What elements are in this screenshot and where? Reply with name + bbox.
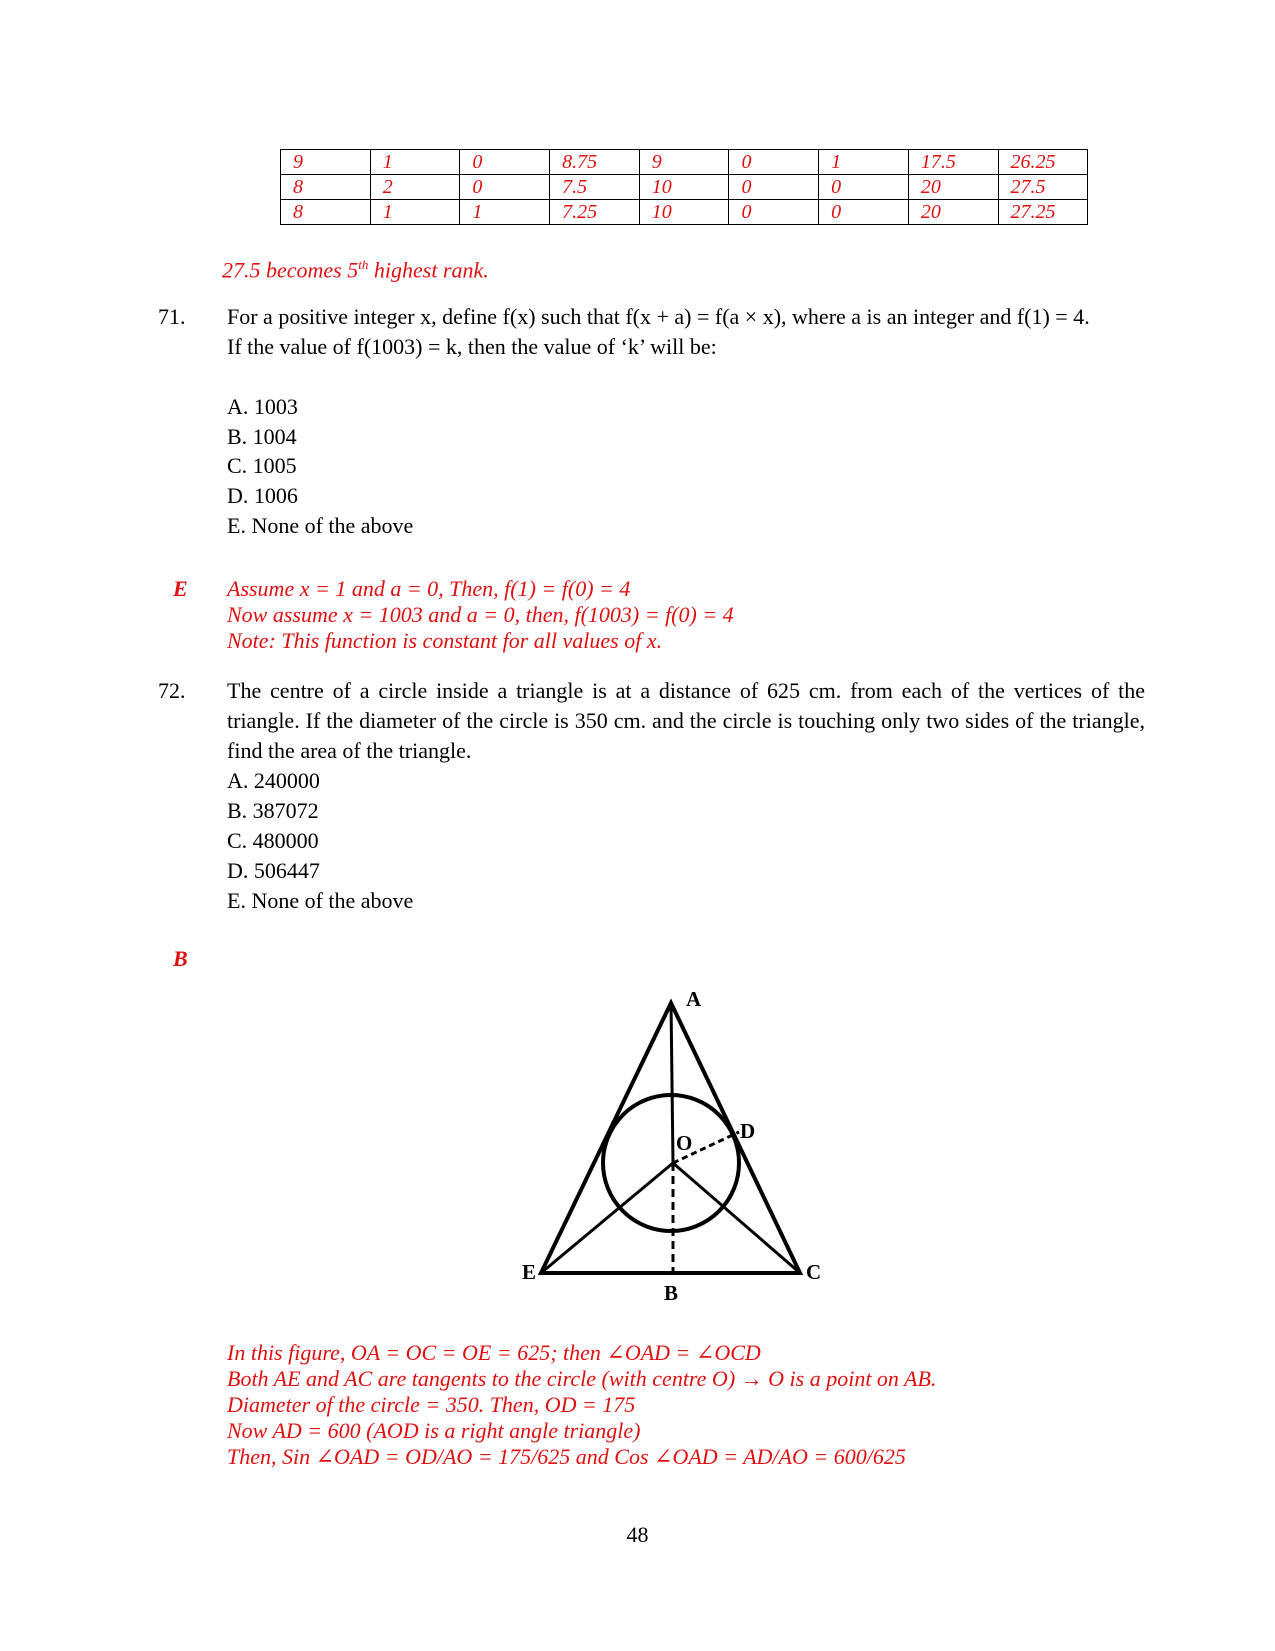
table-cell: 27.25	[998, 200, 1088, 225]
q71-option-d: D. 1006	[227, 483, 298, 508]
table-cell: 1	[370, 150, 460, 175]
rank-note-sup: th	[358, 257, 369, 272]
q72-solution-line4: Now AD = 600 (AOD is a right angle triangle)	[227, 1418, 641, 1443]
q71-option-e: E. None of the above	[227, 513, 414, 538]
table-cell: 9	[639, 150, 729, 175]
label-a: A	[686, 990, 702, 1011]
q71-solution-line1: Assume x = 1 and a = 0, Then, f(1) = f(0) = 4	[227, 576, 631, 601]
table-cell: 7.5	[550, 175, 640, 200]
table-cell: 0	[729, 175, 819, 200]
label-d: D	[740, 1119, 756, 1143]
question-71-number: 71.	[158, 304, 186, 329]
q72-solution-line2: Both AE and AC are tangents to the circle (with centre O) → O is a point on AB.	[227, 1366, 937, 1391]
question-71-line2: If the value of f(1003) = k, then the value of ‘k’ will be:	[227, 334, 717, 359]
table-cell: 1	[370, 200, 460, 225]
label-c: C	[806, 1260, 822, 1284]
question-71-line1: For a positive integer x, define f(x) such that f(x + a) = f(a × x), where a is an integer and f(1) = 4.	[227, 304, 1090, 329]
table-cell: 20	[908, 175, 998, 200]
segment-ao	[671, 1003, 673, 1163]
table-row	[281, 175, 1088, 200]
table-cell: 1	[819, 150, 909, 175]
triangle-circle-figure	[520, 990, 860, 1320]
q71-solution-line3: Note: This function is constant for all values of x.	[227, 628, 663, 653]
rank-note	[222, 250, 489, 285]
q72-answer: B	[173, 946, 188, 971]
q71-solution-line2: Now assume x = 1003 and a = 0, then, f(1003) = f(0) = 4	[227, 602, 734, 627]
table-cell: 2	[370, 175, 460, 200]
table-cell: 17.5	[908, 150, 998, 175]
label-e: E	[522, 1260, 537, 1284]
table-row	[281, 200, 1088, 225]
score-table	[280, 149, 1088, 225]
rank-note-prefix: 27.5 becomes 5	[222, 257, 359, 283]
q72-solution-line1: In this figure, OA = OC = OE = 625; then ∠OAD = ∠OCD	[227, 1340, 761, 1365]
table-cell: 8	[281, 175, 371, 200]
table-cell: 0	[460, 150, 550, 175]
label-o: O	[676, 1131, 693, 1155]
table-cell: 10	[639, 175, 729, 200]
table-cell: 7.25	[550, 200, 640, 225]
table-cell: 26.25	[998, 150, 1088, 175]
q71-answer: E	[173, 576, 188, 601]
table-row	[281, 150, 1088, 175]
label-b: B	[664, 1281, 679, 1305]
table-cell: 27.5	[998, 175, 1088, 200]
table-cell: 20	[908, 200, 998, 225]
table-cell: 0	[460, 175, 550, 200]
q72-option-e: E. None of the above	[227, 888, 414, 913]
q72-option-c: C. 480000	[227, 828, 319, 853]
q72-option-a: A. 240000	[227, 768, 320, 793]
question-72-text: The centre of a circle inside a triangle is at a distance of 625 cm. from each of the vertices of the triangle. If the diameter of the circle is 350 cm. and the circle is touching only two sides of the triangle, find the area of the triangle.	[227, 678, 1145, 763]
q71-option-b: B. 1004	[227, 424, 297, 449]
q71-option-a: A. 1003	[227, 394, 298, 419]
table-cell: 1	[460, 200, 550, 225]
table-cell: 9	[281, 150, 371, 175]
question-72-number: 72.	[158, 678, 186, 703]
table-cell: 0	[729, 150, 819, 175]
page-number: 48	[626, 1522, 649, 1547]
table-cell: 10	[639, 200, 729, 225]
table-cell: 8	[281, 200, 371, 225]
q72-solution-line5: Then, Sin ∠OAD = OD/AO = 175/625 and Cos ∠OAD = AD/AO = 600/625	[227, 1444, 906, 1469]
q72-option-d: D. 506447	[227, 858, 320, 883]
table-cell: 0	[819, 200, 909, 225]
table-cell: 0	[729, 200, 819, 225]
table-cell: 0	[819, 175, 909, 200]
q71-option-c: C. 1005	[227, 453, 297, 478]
q72-option-b: B. 387072	[227, 798, 319, 823]
q72-solution-line3: Diameter of the circle = 350. Then, OD = 175	[227, 1392, 636, 1417]
table-cell: 8.75	[550, 150, 640, 175]
rank-note-suffix: highest rank.	[368, 257, 489, 283]
